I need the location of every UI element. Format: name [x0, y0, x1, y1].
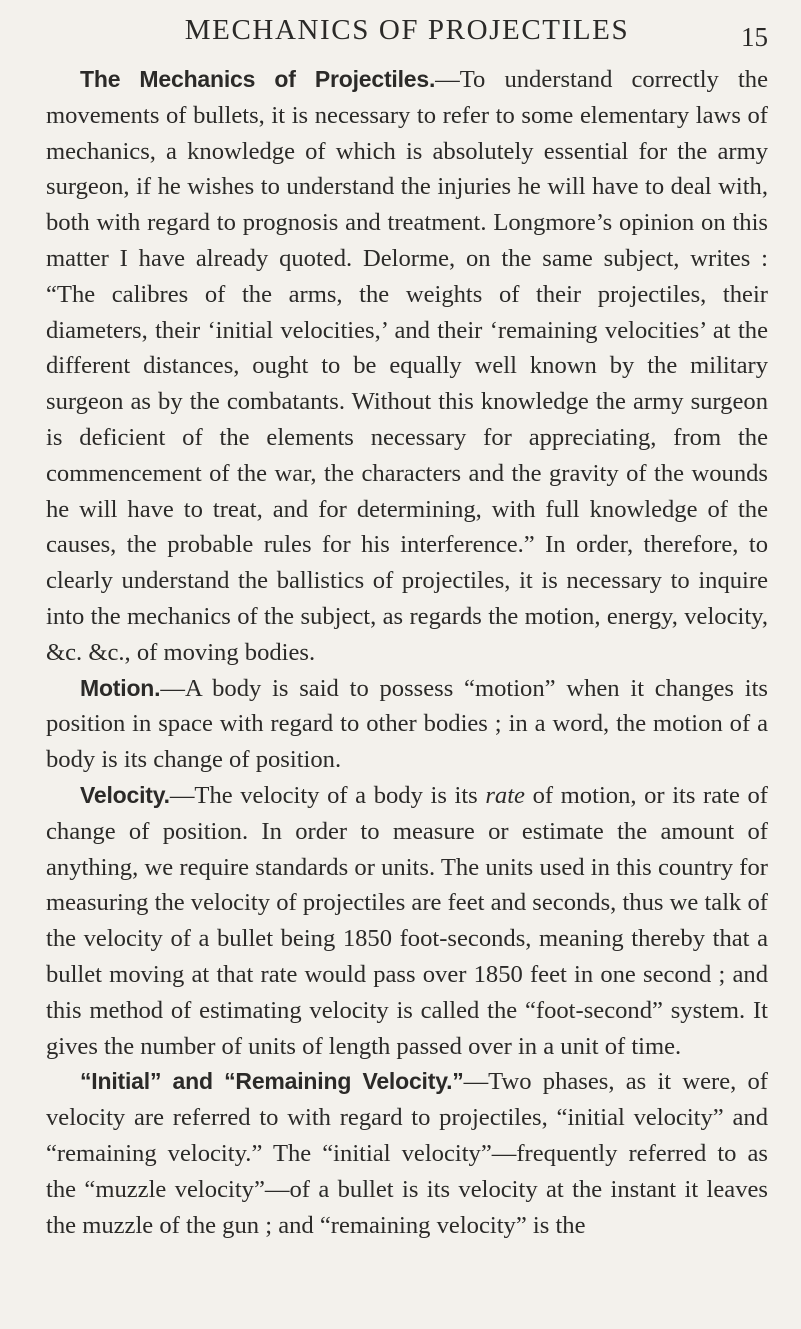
- paragraph-text-velocity-b: of motion, or its rate of change of position. In order to measure or estimate the amount of anything, we require standards or units. The units used in this country for measuring the velocity of projectiles are feet and seconds, thus we talk of the velocity of a bullet being 1850 foot-seconds, meaning thereby that a bullet moving at that rate would pass over 1850 feet in one second ; and this method of estimating velocity is called the “foot-second” system. It gives the number of units of length passed over in a unit of time.: [46, 781, 769, 1060]
- running-head: [46, 0, 768, 62]
- paragraph-text-mechanics: —To understand correctly the movements of bullets, it is necessary to refer to some elementary laws of mechanics, a knowledge of which is absolutely essential for the army surgeon, if he wishes to understand the injuries he will have to deal with, both with regard to prognosis and treatment. Longmore’s opinion on this matter I have already quoted. Delorme, on the same subject, writes : “The calibres of the arms, the weights of their projectiles, their diameters, their ‘initial velocities,’ and their ‘remaining velocities’ at the different distances, ought to be equally well known by the military surgeon as by the combatants. Without this knowledge the army surgeon is deficient of the elements necessary for appreciating, from the commencement of the war, the characters and the gravity of the wounds he will have to treat, and for determining, with full knowledge of the causes, the probable rules for his interference.” In order, therefore, to clearly understand the ballistics of projectiles, it is necessary to inquire into the mechanics of the subject, as regards the motion, energy, velocity, &c. &c., of moving bodies.: [46, 66, 768, 666]
- emphasis-rate: rate: [485, 781, 525, 809]
- paragraph-text-velocity-a: —The velocity of a body is its: [169, 781, 486, 809]
- paragraph-mechanics-of-projectiles: [46, 62, 768, 671]
- section-heading-velocity: Velocity.: [80, 781, 170, 808]
- paragraph-motion: [46, 671, 768, 778]
- section-heading-mechanics: The Mechanics of Projectiles.: [80, 66, 436, 92]
- section-heading-initial-remaining: “Initial” and “Remaining Velocity.”: [80, 1068, 464, 1095]
- page-number: 15: [741, 22, 768, 52]
- paragraph-velocity: [46, 778, 768, 1064]
- running-title: MECHANICS OF PROJECTILES: [184, 14, 630, 46]
- paragraph-initial-remaining-velocity: [46, 1064, 768, 1243]
- paragraph-text-motion: —A body is said to possess “motion” when it changes its position in space with regard to other bodies ; in a word, the motion of a body is its change of position.: [46, 674, 768, 774]
- book-page: [46, 0, 768, 1243]
- paragraph-text-initial-remaining: —Two phases, as it were, of velocity are referred to with regard to projectiles, “initial velocity” and “remaining velocity.” The “initial velocity”—frequently referred to as the “muzzle velocity”—of a bullet is its velocity at the instant it leaves the muzzle of the gun ; and “remaining velocity” is the: [46, 1068, 768, 1239]
- section-heading-motion: Motion.: [80, 674, 161, 701]
